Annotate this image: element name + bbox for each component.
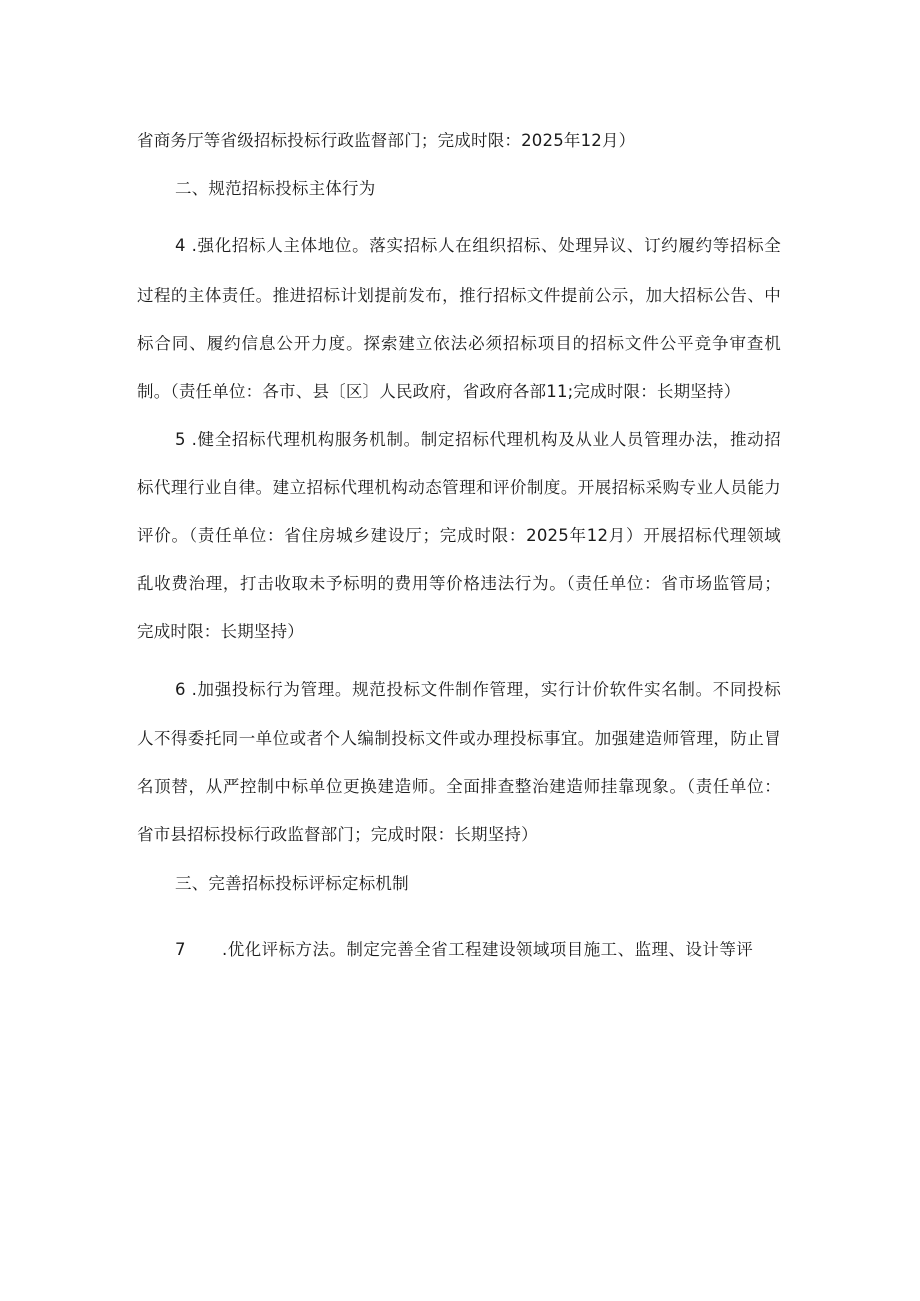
item-6-line-3: 名顶替，从严控制中标单位更换建造师。全面排查整治建造师挂靠现象。（责任单位：	[137, 777, 781, 796]
item-6-line-1: 6 .加强投标行为管理。规范投标文件制作管理，实行计价软件实名制。不同投标	[175, 680, 781, 699]
item-7-line-1: .优化评标方法。制定完善全省工程建设领域项目施工、监理、设计等评	[222, 940, 753, 959]
item-5-line-3: 评价。（责任单位：省住房城乡建设厅；完成时限：2025年12月）开展招标代理领域	[137, 526, 781, 545]
continued-line: 省商务厅等省级招标投标行政监督部门；完成时限：2025年12月）	[137, 131, 636, 150]
item-4-line-3: 标合同、履约信息公开力度。探索建立依法必须招标项目的招标文件公平竞争审查机	[137, 334, 781, 353]
item-6-line-4: 省市县招标投标行政监督部门；完成时限：长期坚持）	[137, 825, 538, 844]
item-7-number: 7	[175, 940, 186, 959]
item-4-line-4: 制。（责任单位：各市、县〔区〕人民政府，省政府各部11;完成时限：长期坚持）	[137, 382, 741, 401]
item-5-line-2: 标代理行业自律。建立招标代理机构动态管理和评价制度。开展招标采购专业人员能力	[137, 478, 781, 497]
section-3-heading: 三、完善招标投标评标定标机制	[175, 874, 409, 893]
item-5-line-4: 乱收费治理，打击收取未予标明的费用等价格违法行为。（责任单位：省市场监管局；	[137, 574, 781, 593]
item-5-line-5: 完成时限：长期坚持）	[137, 622, 304, 641]
item-6-line-2: 人不得委托同一单位或者个人编制投标文件或办理投标事宜。加强建造师管理，防止冒	[137, 729, 781, 748]
item-4-line-2: 过程的主体责任。推进招标计划提前发布，推行招标文件提前公示，加大招标公告、中	[137, 286, 781, 305]
section-2-heading: 二、规范招标投标主体行为	[175, 179, 376, 198]
item-5-line-1: 5 .健全招标代理机构服务机制。制定招标代理机构及从业人员管理办法，推动招	[175, 430, 781, 449]
item-4-line-1: 4 .强化招标人主体地位。落实招标人在组织招标、处理异议、订约履约等招标全	[175, 236, 781, 255]
